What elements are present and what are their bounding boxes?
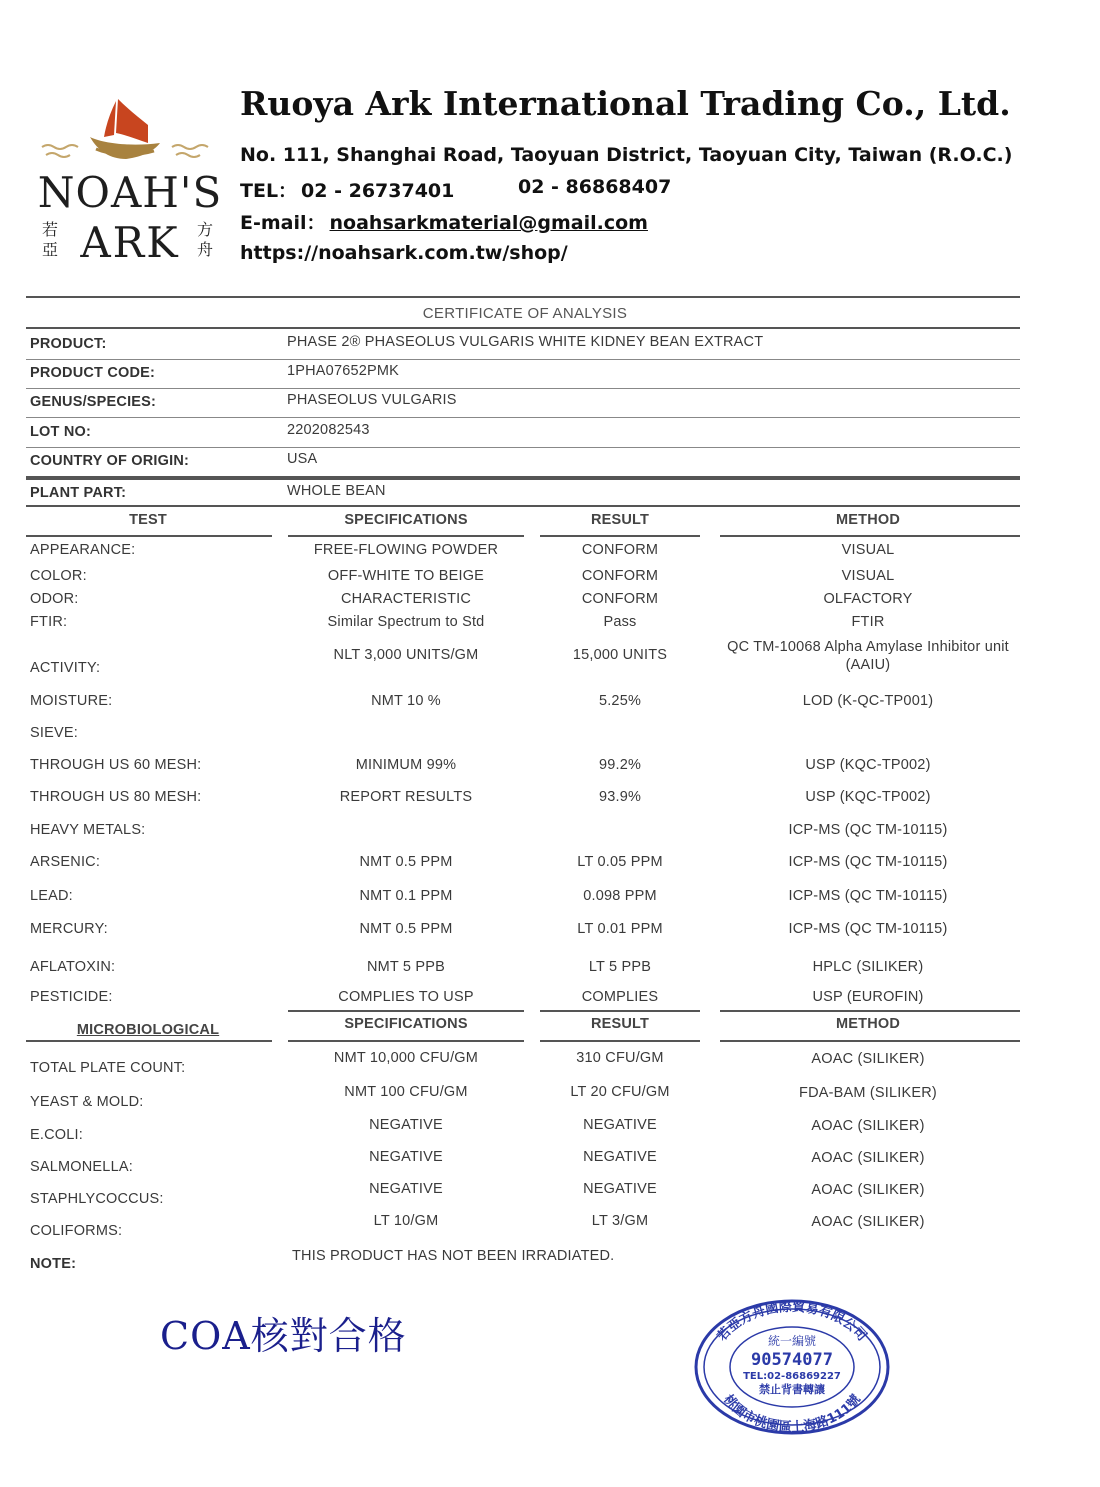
micro-header-rule — [288, 1040, 524, 1042]
test-spec: FREE-FLOWING POWDER — [313, 542, 499, 558]
micro-header-rule — [540, 1040, 700, 1042]
seal-outer-text: 若亞方舟國際貿易有限公司 — [714, 1299, 870, 1345]
test-name: ACTIVITY: — [30, 660, 101, 676]
tel-label: TEL： — [240, 180, 298, 202]
test-method: OLFACTORY — [823, 591, 913, 607]
company-address: No. 111, Shanghai Road, Taoyuan District, Taoyuan City, Taiwan (R.O.C.) — [240, 144, 1013, 166]
info-label: PLANT PART: — [30, 485, 127, 501]
company-name: Ruoya Ark International Trading Co., Ltd. — [240, 84, 1011, 123]
test-method: FTIR — [851, 614, 885, 630]
seal-icon — [692, 1295, 892, 1435]
email-label: E-mail： — [240, 212, 326, 234]
test-result: 93.9% — [598, 789, 642, 805]
test-method: VISUAL — [841, 568, 895, 584]
tel-primary: 02 - 26737401 — [301, 180, 455, 202]
micro-test-name: E.COLI: — [30, 1127, 83, 1143]
test-method: HPLC (SILIKER) — [812, 959, 924, 975]
seal-line-1: 統一編號 — [767, 1334, 817, 1348]
test-name: LEAD: — [30, 888, 73, 904]
micro-result: LT 20 CFU/GM — [570, 1084, 670, 1100]
test-spec: COMPLIES TO USP — [338, 989, 474, 1005]
micro-header-method: METHOD — [835, 1016, 901, 1032]
test-method: QC TM-10068 Alpha Amylase Inhibitor unit (AAIU) — [727, 639, 1009, 673]
logo-cjk-right-1: 方 — [196, 220, 214, 239]
test-method: ICP-MS (QC TM-10115) — [788, 854, 948, 870]
test-spec: NMT 0.5 PPM — [359, 854, 453, 870]
website-link[interactable]: https://noahsark.com.tw/shop/ — [240, 242, 568, 264]
micro-spec: NEGATIVE — [369, 1149, 443, 1165]
test-name: SIEVE: — [30, 725, 78, 741]
test-name: FTIR: — [30, 614, 68, 630]
info-row-rule — [26, 417, 1020, 418]
info-label: COUNTRY OF ORIGIN: — [30, 453, 190, 469]
test-spec: NMT 5 PPB — [366, 959, 446, 975]
micro-result: NEGATIVE — [583, 1117, 657, 1133]
info-row-rule — [26, 359, 1020, 360]
test-result: COMPLIES — [581, 989, 659, 1005]
micro-header-rule — [26, 1040, 272, 1042]
info-label: GENUS/SPECIES: — [30, 394, 157, 410]
logo-wordmark-top: NOAH'S — [37, 168, 223, 217]
test-spec: REPORT RESULTS — [339, 789, 473, 805]
header-top-rule — [26, 505, 1020, 507]
micro-spec: NEGATIVE — [369, 1117, 443, 1133]
header-rule — [288, 535, 524, 537]
test-method: ICP-MS (QC TM-10115) — [788, 822, 948, 838]
micro-method: AOAC (SILIKER) — [811, 1150, 925, 1166]
email-link[interactable]: noahsarkmaterial@gmail.com — [329, 212, 648, 234]
test-spec: CHARACTERISTIC — [340, 591, 472, 607]
micro-test-name: TOTAL PLATE COUNT: — [30, 1060, 186, 1076]
test-result: 5.25% — [598, 693, 642, 709]
test-spec: NMT 0.1 PPM — [359, 888, 453, 904]
micro-test-name: STAPHLYCOCCUS: — [30, 1191, 164, 1207]
info-value: WHOLE BEAN — [287, 483, 386, 499]
test-spec: NMT 10 % — [371, 693, 441, 709]
micro-method: AOAC (SILIKER) — [811, 1118, 925, 1134]
micro-header-test: MICROBIOLOGICAL — [76, 1022, 220, 1038]
test-result: LT 0.05 PPM — [577, 854, 663, 870]
note-text: THIS PRODUCT HAS NOT BEEN IRRADIATED. — [292, 1248, 615, 1264]
micro-header-spec: SPECIFICATIONS — [344, 1016, 468, 1032]
info-value: PHASE 2® PHASEOLUS VULGARIS WHITE KIDNEY BEAN EXTRACT — [287, 334, 764, 350]
micro-result: LT 3/GM — [591, 1213, 649, 1229]
micro-result: NEGATIVE — [583, 1181, 657, 1197]
test-name: ODOR: — [30, 591, 79, 607]
info-row-rule — [26, 447, 1020, 448]
micro-header-rule — [720, 1040, 1020, 1042]
micro-result: NEGATIVE — [583, 1149, 657, 1165]
header-result: RESULT — [590, 512, 650, 528]
seal-line-2: 90574077 — [751, 1350, 833, 1370]
test-result: LT 0.01 PPM — [577, 921, 663, 937]
test-result: Pass — [603, 614, 637, 630]
micro-spec: NMT 100 CFU/GM — [344, 1084, 468, 1100]
cert-top-rule — [26, 296, 1020, 298]
test-name: COLOR: — [30, 568, 87, 584]
company-phone-line — [240, 176, 672, 203]
test-method: LOD (K-QC-TP001) — [802, 693, 934, 709]
test-name: THROUGH US 60 MESH: — [30, 757, 202, 773]
test-method: USP (EUROFIN) — [812, 989, 924, 1005]
info-value: PHASEOLUS VULGARIS — [287, 392, 457, 408]
test-method: USP (KQC-TP002) — [805, 789, 931, 805]
micro-method: AOAC (SILIKER) — [811, 1214, 925, 1230]
test-name: ARSENIC: — [30, 854, 101, 870]
micro-method: AOAC (SILIKER) — [811, 1182, 925, 1198]
coa-verified-note: COA核對合格 — [160, 1314, 407, 1358]
test-method: ICP-MS (QC TM-10115) — [788, 888, 948, 904]
test-name: MERCURY: — [30, 921, 108, 937]
info-row-rule — [26, 478, 1020, 480]
test-name: AFLATOXIN: — [30, 959, 116, 975]
header-method: METHOD — [835, 512, 901, 528]
micro-spec: LT 10/GM — [373, 1213, 439, 1229]
micro-method: AOAC (SILIKER) — [811, 1051, 925, 1067]
info-label: LOT NO: — [30, 424, 92, 440]
test-name: THROUGH US 80 MESH: — [30, 789, 202, 805]
micro-test-name: COLIFORMS: — [30, 1223, 123, 1239]
info-value: 1PHA07652PMK — [287, 363, 400, 379]
cert-title-rule — [26, 327, 1020, 329]
test-result: 0.098 PPM — [583, 888, 657, 904]
test-name: APPEARANCE: — [30, 542, 136, 558]
test-result: 99.2% — [598, 757, 642, 773]
test-result: CONFORM — [581, 542, 659, 558]
micro-method: FDA-BAM (SILIKER) — [799, 1085, 937, 1101]
test-method: ICP-MS (QC TM-10115) — [788, 921, 948, 937]
header-spec: SPECIFICATIONS — [344, 512, 468, 528]
test-name: MOISTURE: — [30, 693, 113, 709]
note-label: NOTE: — [30, 1256, 77, 1272]
logo-cjk-right-2: 舟 — [196, 240, 214, 259]
company-email-line — [240, 208, 648, 235]
test-result: CONFORM — [581, 591, 659, 607]
header-rule — [540, 535, 700, 537]
header-rule — [26, 535, 272, 537]
test-name: HEAVY METALS: — [30, 822, 146, 838]
ark-ship-icon — [30, 95, 230, 270]
test-result: CONFORM — [581, 568, 659, 584]
svg-text:桃園市桃園區上海路111號 — [720, 1392, 864, 1435]
logo-cjk-left-1: 若 — [41, 220, 59, 239]
micro-test-name: YEAST & MOLD: — [30, 1094, 144, 1110]
test-result: 15,000 UNITS — [572, 647, 668, 663]
micro-spec: NMT 10,000 CFU/GM — [333, 1050, 479, 1066]
company-seal-stamp — [692, 1295, 892, 1435]
test-method: USP (KQC-TP002) — [805, 757, 931, 773]
micro-header-top-rule — [540, 1010, 700, 1012]
info-row-rule — [26, 388, 1020, 389]
info-value: 2202082543 — [287, 422, 370, 438]
seal-bottom-text: 桃園市桃園區上海路111號 — [720, 1392, 864, 1435]
test-method: VISUAL — [841, 542, 895, 558]
seal-line-3: TEL:02-86869227 — [743, 1371, 841, 1382]
tel-secondary: 02 - 86868407 — [518, 176, 672, 198]
logo-wordmark-bottom: ARK — [80, 218, 180, 267]
info-value: USA — [287, 451, 318, 467]
header-test: TEST — [129, 512, 167, 528]
micro-header-top-rule — [288, 1010, 524, 1012]
company-logo — [30, 95, 230, 270]
info-label: PRODUCT: — [30, 336, 107, 352]
micro-spec: NEGATIVE — [369, 1181, 443, 1197]
test-spec: NLT 3,000 UNITS/GM — [333, 647, 479, 663]
test-spec: OFF-WHITE TO BEIGE — [327, 568, 485, 584]
micro-header-top-rule — [720, 1010, 1020, 1012]
seal-line-4: 禁止背書轉讓 — [759, 1383, 825, 1396]
micro-test-name: SALMONELLA: — [30, 1159, 133, 1175]
test-spec: MINIMUM 99% — [355, 757, 457, 773]
header-rule — [720, 535, 1020, 537]
micro-header-result: RESULT — [590, 1016, 650, 1032]
test-spec: Similar Spectrum to Std — [327, 614, 485, 630]
test-name: PESTICIDE: — [30, 989, 113, 1005]
micro-result: 310 CFU/GM — [576, 1050, 664, 1066]
certificate-title: CERTIFICATE OF ANALYSIS — [422, 305, 628, 322]
test-result: LT 5 PPB — [588, 959, 652, 975]
test-spec: NMT 0.5 PPM — [359, 921, 453, 937]
info-label: PRODUCT CODE: — [30, 365, 156, 381]
logo-cjk-left-2: 亞 — [41, 240, 59, 259]
